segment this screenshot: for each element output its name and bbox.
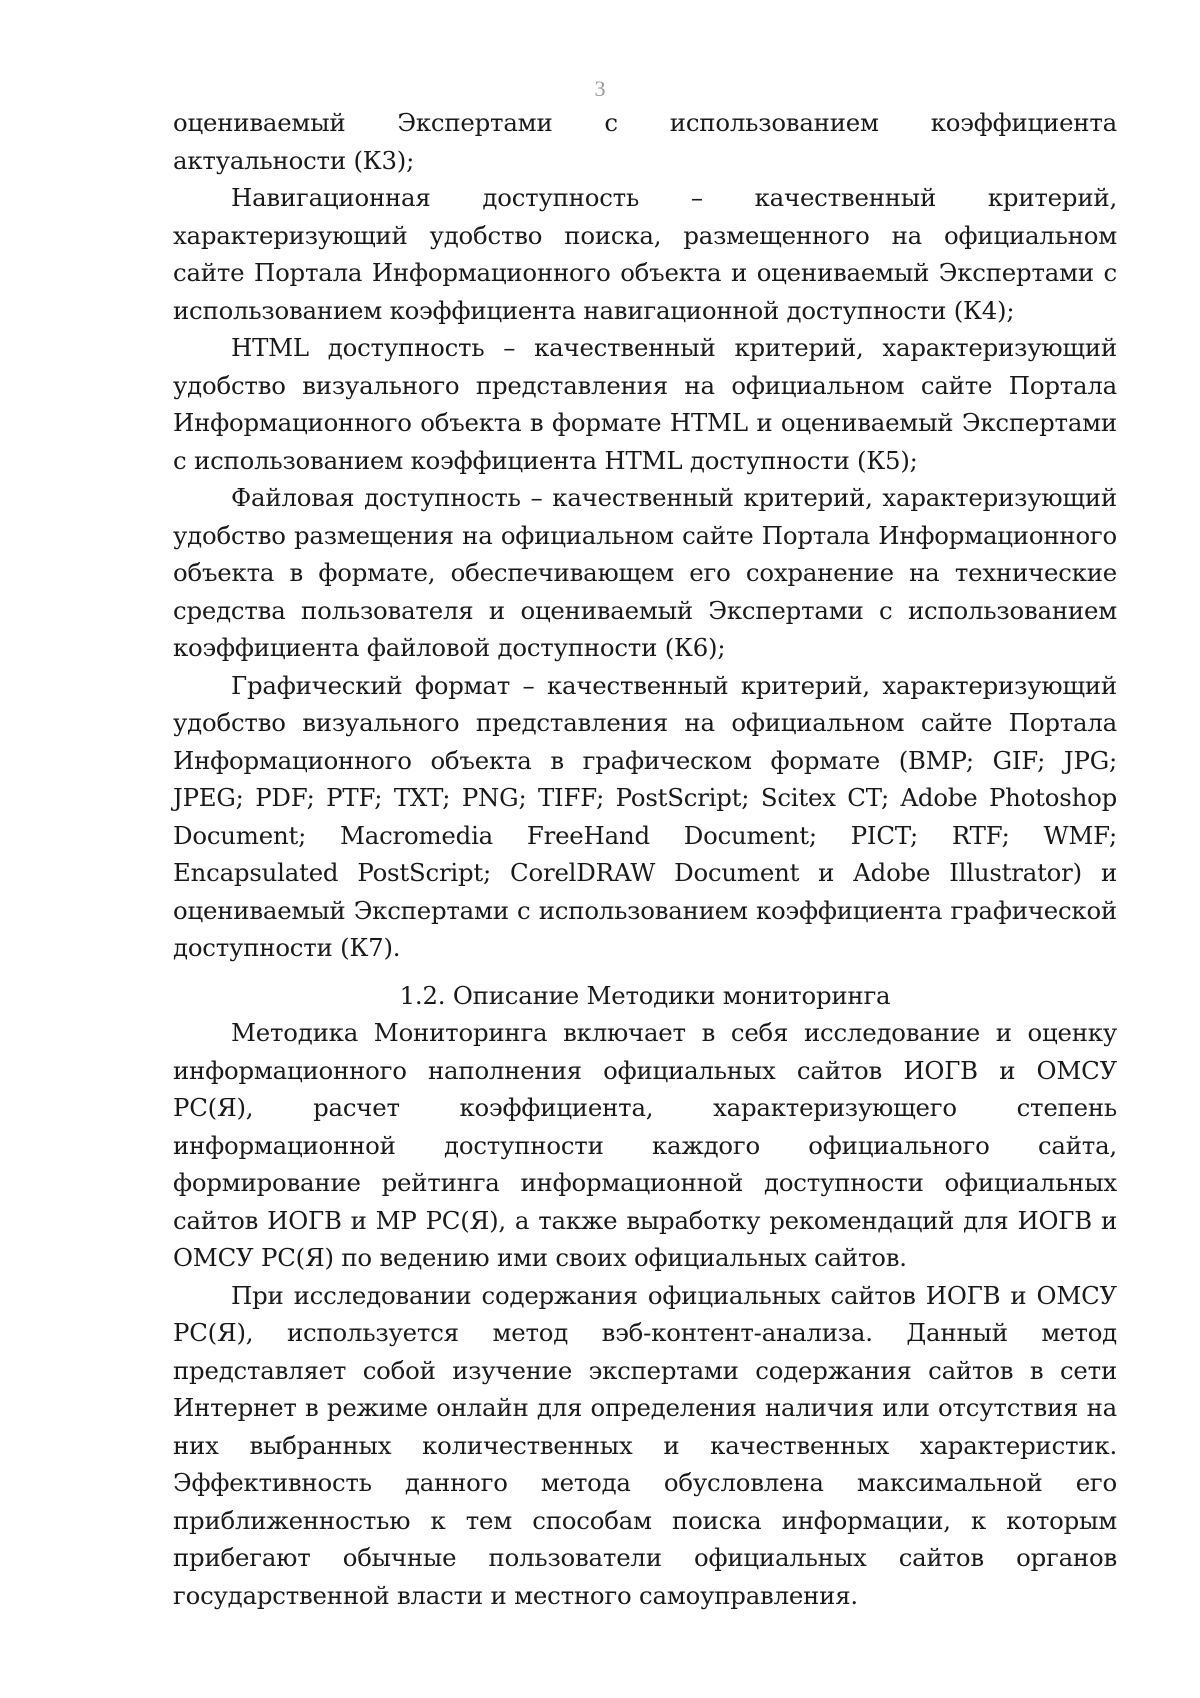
section-heading: 1.2. Описание Методики мониторинга bbox=[399, 980, 891, 1010]
paragraph-methodology: Методика Мониторинга включает в себя исследование и оценку информационного наполнения официальных сайтов ИОГВ и ОМСУ РС(Я), расчет коэффициента, характеризующего степень информационной доступности каждого официального сайта, формирование рейтинга информационной доступности официальных сайтов ИОГВ и МР РС(Я), а также выработку рекомендаций для ИОГВ и ОМСУ РС(Я) по ведению ими своих официальных сайтов. bbox=[173, 1018, 1117, 1272]
page-number: 3 bbox=[594, 76, 606, 101]
paragraph-html-accessibility: HTML доступность – качественный критерий, характеризующий удобство визуального представления на официальном сайте Портала Информационного объекта в формате HTML и оцениваемый Экспертами с использованием коэффициента HTML доступности (К5); bbox=[173, 333, 1117, 475]
paragraph-k3-continuation: оцениваемый Экспертами с использованием коэффициента актуальности (К3); bbox=[173, 108, 1117, 175]
paragraph-web-content-analysis: При исследовании содержания официальных сайтов ИОГВ и ОМСУ РС(Я), используется метод вэб-контент-анализа. Данный метод представляет собой изучение экспертами содержания сайтов в сети Интернет в режиме онлайн для определения наличия или отсутствия на них выбранных количественных и качественных характеристик. Эффективность данного метода обусловлена максимальной его приближенностью к тем способам поиска информации, к которым прибегают обычные пользователи официальных сайтов органов государственной власти и местного самоуправления. bbox=[173, 1280, 1117, 1610]
paragraph-graphic-format: Графический формат – качественный критерий, характеризующий удобство визуального представления на официальном сайте Портала Информационного объекта в графическом формате (BMP; GIF; JPG; JPEG; PDF; PTF; TXT; PNG; TIFF; PostScript; Scitex CT; Adobe Photoshop Document; Macromedia FreeHand Document; PICT; RTF; WMF; Encapsulated PostScript; CorelDRAW Document и Adobe Illustrator) и оцениваемый Экспертами с использованием коэффициента графической доступности (К7). bbox=[173, 670, 1117, 962]
document-body bbox=[173, 104, 1117, 1614]
paragraph-file-accessibility: Файловая доступность – качественный критерий, характеризующий удобство размещения на официальном сайте Портала Информационного объекта в формате, обеспечивающем его сохранение на технические средства пользователя и оцениваемый Экспертами с использованием коэффициента файловой доступности (К6); bbox=[173, 483, 1117, 662]
paragraph-navigation-accessibility: Навигационная доступность – качественный критерий, характеризующий удобство поиска, размещенного на официальном сайте Портала Информационного объекта и оцениваемый Экспертами с использованием коэффициента навигационной доступности (К4); bbox=[173, 183, 1117, 325]
